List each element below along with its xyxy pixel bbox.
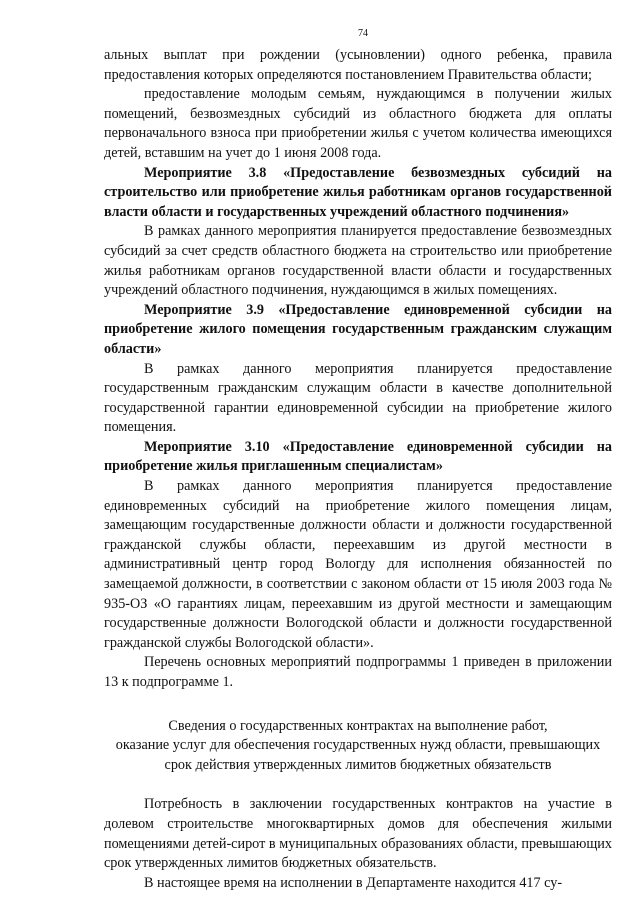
paragraph-measure-3-10: В рамках данного мероприятия планируется предоставление единовременных субсидий на приобретение жилого помещения лицам, замещающим государственные должности области и должности государственной гражданской службы области, переехавшим из другой местности в административный центр город Вологду для исполнения обязанностей по замещаемой должности, в соответствии с законом области от 15 июля 2003 года № 935-ОЗ «О гарантиях лицам, переехавшим из другой местности и замещающим государственные должности Вологодской области и должности государственной гражданской службы Вологодской области».	[104, 478, 612, 651]
document-page	[104, 28, 612, 893]
measure-3-8-heading: Мероприятие 3.8 «Предоставление безвозмездных субсидий на строительство или приобретение жилья работникам органов государственной власти области и государственных учреждений областного подчинения»	[104, 164, 612, 220]
section-heading-line-2: оказание услуг для обеспечения государственных нужд области, превышающих срок действия утвержденных лимитов бюджетных обязательств	[115, 737, 601, 773]
paragraph-measure-3-8: В рамках данного мероприятия планируется предоставление безвозмездных субсидий за счет средств областного бюджета на строительство или приобретение жилья работникам органов государственной власти области и государственных учреждений областного подчинения, нуждающимся в жилых помещениях.	[104, 223, 612, 299]
measure-3-9-heading: Мероприятие 3.9 «Предоставление единовременной субсидии на приобретение жилого помещения государственным гражданским служащим области»	[104, 301, 612, 357]
paragraph-continuation: альных выплат при рождении (усыновлении) одного ребенка, правила предоставления которых определяются постановлением Правительства области;	[104, 47, 612, 83]
paragraph-contracts-need: Потребность в заключении государственных контрактов на участие в долевом строительстве многоквартирных домов для обеспечения жилыми помещениями детей-сирот в муниципальных образованиях области, превышающих срок утвержденных лимитов бюджетных обязательств.	[104, 796, 612, 872]
paragraph-appendix-reference: Перечень основных мероприятий подпрограммы 1 приведен в приложении 13 к подпрограмме 1.	[104, 654, 612, 690]
page-number: 74	[358, 28, 368, 39]
spacer	[104, 693, 612, 717]
section-heading	[104, 717, 612, 776]
section-heading-line-1: Сведения о государственных контрактах на выполнение работ,	[168, 717, 548, 734]
paragraph-currently-pending: В настоящее время на исполнении в Департаменте находится 417 су-	[144, 874, 563, 891]
spacer	[104, 775, 612, 795]
paragraph-young-families: предоставление молодым семьям, нуждающимся в получении жилых помещений, безвозмездных субсидий из областного бюджета для оплаты первоначального взноса при приобретении жилья с учетом количества имеющихся детей, вставшим на учет до 1 июня 2008 года.	[104, 86, 612, 161]
paragraph-measure-3-9: В рамках данного мероприятия планируется предоставление государственным гражданским служащим области в качестве дополнительной государственной гарантии единовременной субсидии на приобретение жилого помещения.	[104, 360, 612, 436]
measure-3-10-heading: Мероприятие 3.10 «Предоставление единовременной субсидии на приобретение жилья приглашенным специалистам»	[104, 438, 612, 475]
